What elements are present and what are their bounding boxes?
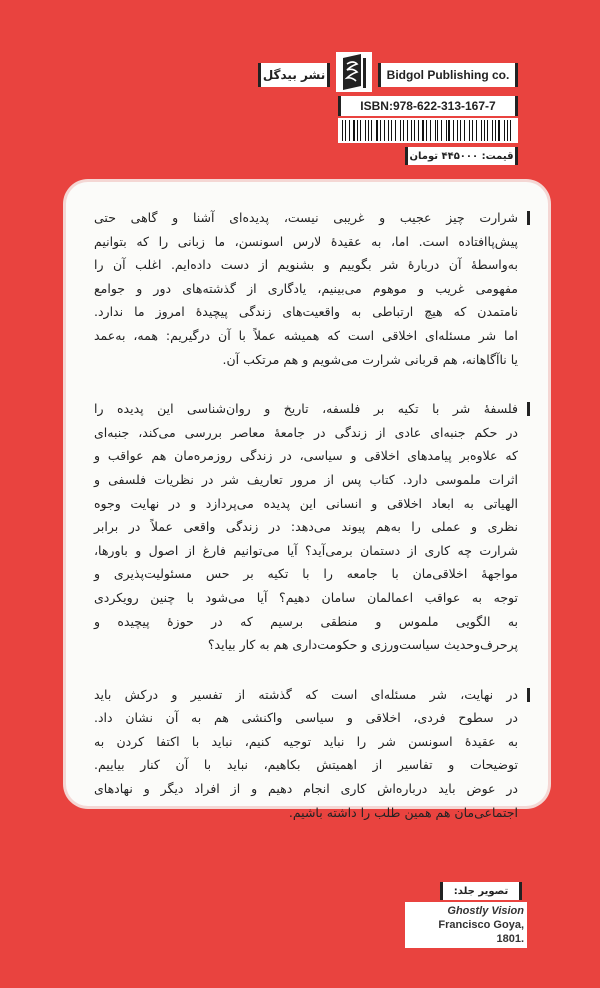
barcode-bar — [484, 120, 485, 141]
barcode-bar — [495, 120, 496, 141]
blurb-line: فلسفهٔ شر با تکیه بر فلسفه، تاریخ و روان‌شناسی این پدیده را — [94, 401, 518, 417]
blurb-paragraph — [94, 206, 518, 371]
blurb-line: نظری و عملی را به‌هم پیوند می‌دهد: در زندگی واقعی عملاً در برابر — [94, 519, 518, 535]
blurb-paragraph — [94, 397, 518, 657]
barcode-bar — [498, 120, 500, 141]
blurb-line: به‌واسطهٔ آن دربارهٔ شر بگوییم و بشنویم از دست داده‌ایم. اغلب آن را — [94, 257, 518, 273]
blurb-line: توضیحات و تفاسیر از اهمیتش بکاهیم، نباید با آن کنار بیاییم. — [94, 757, 518, 773]
barcode-bar — [504, 120, 505, 141]
barcode-bar — [437, 120, 438, 141]
barcode-bar — [376, 120, 378, 141]
barcode-bar — [487, 120, 488, 141]
barcode-bar — [507, 120, 508, 141]
barcode-bar — [380, 120, 381, 141]
blurb-line: توجه به عواقب اعمالمان سامان دهیم؟ آیا می‌شود با چنین رویکردی — [94, 589, 518, 605]
blurb-line: شرارت چیز عجیب و غریبی نیست، پدیده‌ای آشنا و گاهی حتی — [94, 210, 518, 225]
barcode-bar — [472, 120, 474, 141]
barcode-bar — [384, 120, 385, 141]
cover-credit — [405, 902, 527, 948]
cover-artist: Francisco Goya, 1801. — [438, 919, 524, 945]
blurb-line: به عقیدهٔ اسونسن شر را نباید توجیه کنیم، نباید با اکتفا کردن به — [94, 733, 518, 749]
price-label: قیمت: ۴۴۵۰۰۰ تومان — [405, 147, 518, 165]
barcode-bar — [371, 120, 372, 141]
cover-artwork-title: Ghostly Vision — [447, 905, 524, 917]
blurb-line: در نهایت، شر مسئله‌ای است که گذشته از تفسیر و درکش باید — [94, 686, 518, 702]
barcode-bar — [426, 120, 427, 141]
barcode-bar — [430, 120, 431, 141]
barcode-bar — [492, 120, 493, 141]
paragraph-marker — [527, 688, 530, 702]
barcode-bar — [349, 120, 350, 141]
blurb-paragraph — [94, 683, 518, 825]
barcode-bar — [342, 120, 343, 141]
barcode-bar — [476, 120, 477, 141]
publisher-name-persian: نشر بیدگل — [258, 63, 330, 87]
isbn-label: ISBN:978-622-313-167-7 — [338, 96, 518, 116]
barcode-bar — [400, 120, 401, 141]
barcode-bar — [481, 120, 482, 141]
barcode-bar — [464, 120, 465, 141]
blurb-card — [66, 182, 548, 820]
paragraph-marker — [527, 211, 530, 225]
barcode-bar — [457, 120, 458, 141]
blurb-line: نامتمدن که هیچ ارتباطی به واقعیت‌های زندگی پیچیدهٔ امروز ما ندارد. — [94, 304, 518, 320]
barcode-bar — [407, 120, 408, 141]
barcode-bar — [388, 120, 389, 141]
barcode-bar — [395, 120, 397, 141]
barcode — [338, 118, 518, 143]
barcode-bar — [360, 120, 361, 141]
blurb-line: اثرات ملموسی دارد. کتاب پس از مرور تعاریف شر در نظریات فلسفی و — [94, 471, 518, 487]
publisher-logo-icon — [336, 52, 372, 92]
barcode-bar — [368, 120, 369, 141]
blurb-line: به الگویی ملموس و منطقی برسیم که در حوزهٔ پیچیده و — [94, 613, 518, 629]
blurb-line: در عوض باید درباره‌اش کاری انجام دهیم و از افراد دیگر و نهادهای — [94, 781, 518, 797]
barcode-bar — [422, 120, 424, 141]
barcode-bar — [441, 120, 442, 141]
blurb-line: اما شر مسئله‌ای اخلاقی است که همیشه عملاً با آن درگیریم: همه، به‌عمد — [94, 327, 518, 343]
barcode-bar — [411, 120, 412, 141]
barcode-bar — [418, 120, 419, 141]
barcode-bar — [345, 120, 346, 141]
blurb-line: یا ناآگاهانه، هم قربانی شرارت می‌شویم و هم مرتکب آن. — [222, 351, 518, 367]
barcode-bar — [357, 120, 358, 141]
blurb-line: مفهومی غریب و موهوم می‌بینیم، یادگاری از گذشته‌های دور و جوامع — [94, 280, 518, 296]
barcode-bar — [446, 120, 447, 141]
barcode-bar — [469, 120, 470, 141]
barcode-bar — [435, 120, 436, 141]
barcode-bar — [510, 120, 511, 141]
blurb-line: الهیاتی به ابعاد اخلاقی و انسانی این پدیده می‌پردازد و در نهایت وجوه — [94, 495, 518, 511]
barcode-bar — [448, 120, 450, 141]
blurb-line: پرحرف‌وحدیث سیاست‌ورزی و حکومت‌داری هم به کار بیاید؟ — [207, 637, 518, 653]
barcode-bar — [453, 120, 454, 141]
barcode-bar — [414, 120, 415, 141]
barcode-bar — [403, 120, 404, 141]
barcode-bar — [460, 120, 461, 141]
blurb-line: در سطوح فردی، اخلاقی و سیاسی واکنشی هم به آن نشان داد. — [94, 710, 518, 726]
barcode-bar — [391, 120, 392, 141]
blurb-line: اجتماعی‌مان هم همین طلب را داشته باشیم. — [288, 804, 518, 820]
blurb-line: شرارت چه کاری از دستمان برمی‌آید؟ آیا می‌توانیم فارغ از اصول و باورها، — [94, 542, 518, 558]
publisher-name-english: Bidgol Publishing co. — [378, 63, 518, 87]
blurb-line: در حکم جنبه‌ای عادی از زندگی در جامعهٔ معاصر بررسی می‌کند، جنبه‌ای — [94, 424, 518, 440]
cover-image-label: تصویر جلد: — [440, 882, 522, 900]
barcode-bar — [353, 120, 355, 141]
paragraph-marker — [527, 402, 530, 416]
blurb-line: پیش‌پاافتاده است. اما، به عقیدهٔ لارس اسونسن، ما زبانی را که بتوانیم — [94, 233, 518, 249]
blurb-line: مواجههٔ اخلاقی‌مان با جامعه را با تکیه بر حس مسئولیت‌پذیری و — [94, 566, 518, 582]
blurb-line: که علاوه‌بر پیامدهای اخلاقی و سیاسی، در زندگی روزمره‌مان هم عواقب و — [94, 448, 518, 464]
barcode-bar — [365, 120, 366, 141]
